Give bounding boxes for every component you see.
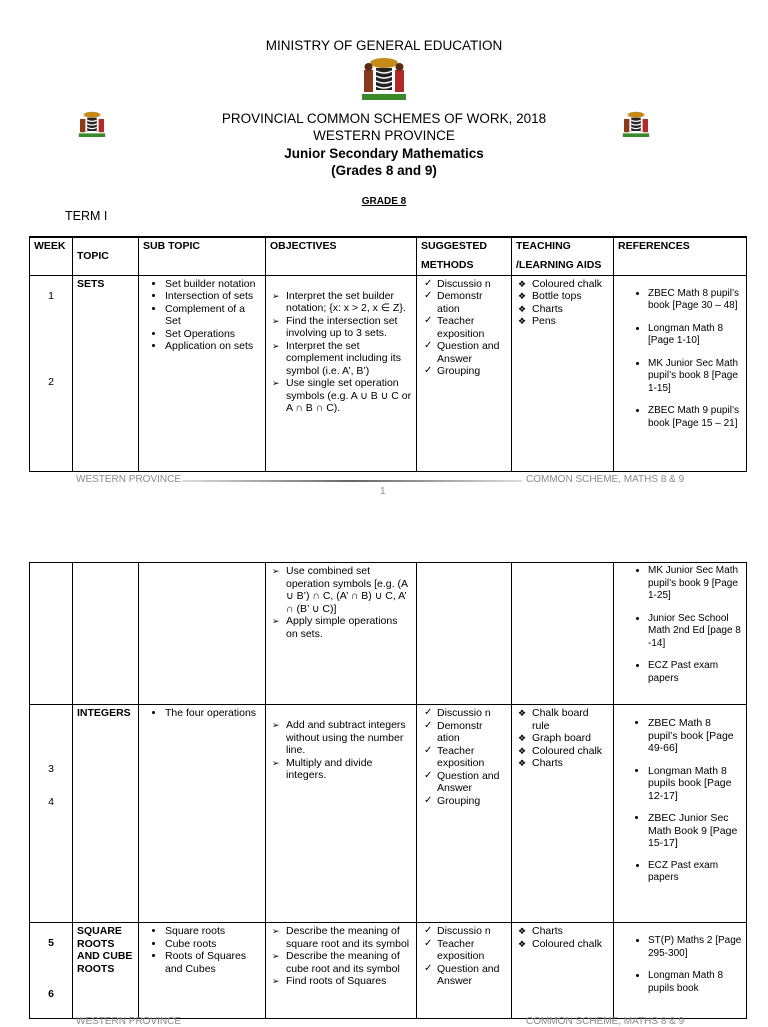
topic-cell [73, 563, 139, 705]
list-item: • ZBEC Math 9 pupil’s book [Page 15 – 21] [648, 405, 742, 430]
references-cell [614, 705, 747, 923]
objectives-cell [266, 563, 417, 705]
list-item: • ZBEC Math 8 pupil’s book [Page 49-66] [648, 717, 742, 755]
list-item: • Junior Sec School Math 2nd Ed [page 8 -14] [648, 613, 742, 651]
list-item: • Set Operations [165, 328, 261, 341]
topic-cell: INTEGERS [73, 705, 139, 923]
methods-cell [417, 563, 512, 705]
scheme-table-page1 [29, 236, 747, 472]
list-item: ✓ Demonstr ation [437, 290, 507, 315]
week-number: 3 [48, 763, 54, 775]
list-item: ✓ Grouping [437, 795, 507, 808]
list-item: • Cube roots [165, 938, 261, 951]
table-row-integers [30, 705, 747, 923]
list-item: • Roots of Squares and Cubes [165, 950, 261, 975]
list-item: • MK Junior Sec Math pupil’s book 8 [Page 1-15] [648, 358, 742, 396]
list-item: • Longman Math 8 [Page 1-10] [648, 323, 742, 348]
list-item: ✓ Grouping [437, 365, 507, 378]
week-cell [30, 563, 73, 705]
col-methods [417, 237, 512, 275]
list-item: ➢ Apply simple operations on sets. [286, 615, 412, 640]
list-item: ❖ Graph board [532, 732, 609, 745]
col-subtopic: SUB TOPIC [139, 237, 266, 275]
references-cell [614, 563, 747, 705]
list-item: ❖ Pens [532, 315, 609, 328]
list-item: ✓ Discussio n [437, 707, 507, 720]
table-row-roots [30, 923, 747, 1019]
objectives-cell [266, 705, 417, 923]
list-item: ✓ Discussio n [437, 925, 507, 938]
col-methods-line2: METHODS [421, 258, 474, 271]
table-header-row [30, 237, 747, 275]
list-item: • Square roots [165, 925, 261, 938]
list-item: • Set builder notation [165, 278, 261, 291]
list-item: ❖ Charts [532, 757, 609, 770]
list-item: ➢ Interpret the set complement including its symbol (i.e. A’, B’) [286, 340, 412, 378]
list-item: ➢ Describe the meaning of square root and its symbol [286, 925, 412, 950]
list-item: ❖ Coloured chalk [532, 278, 609, 291]
table-row-sets [30, 275, 747, 471]
topic-cell: SQUARE ROOTS AND CUBE ROOTS [73, 923, 139, 1019]
references-cell [614, 923, 747, 1019]
footer-left-page2: WESTERN PROVINCE [76, 1016, 182, 1027]
list-item: ❖ Bottle tops [532, 290, 609, 303]
list-item: ❖ Charts [532, 303, 609, 316]
province-title: WESTERN PROVINCE [313, 128, 455, 143]
methods-cell [417, 275, 512, 471]
list-item: ✓ Teacher exposition [437, 315, 507, 340]
list-item: ✓ Teacher exposition [437, 938, 507, 963]
list-item: • ZBEC Math 8 pupil’s book [Page 30 – 48] [648, 288, 742, 313]
list-item: ➢ Find the intersection set involving up to 3 sets. [286, 315, 412, 340]
aids-cell [512, 705, 614, 923]
col-topic-label: TOPIC [77, 250, 109, 262]
list-item: ❖ Coloured chalk [532, 938, 609, 951]
week-number: 6 [48, 987, 54, 1000]
list-item: ✓ Question and Answer [437, 770, 507, 795]
list-item: • Intersection of sets [165, 290, 261, 303]
col-objectives: OBJECTIVES [266, 237, 417, 275]
list-item: • ECZ Past exam papers [648, 860, 742, 885]
list-item: ❖ Chalk board rule [532, 707, 609, 732]
footer-right-page2: COMMON SCHEME, MATHS 8 & 9 [526, 1016, 685, 1027]
list-item: • ECZ Past exam papers [648, 660, 742, 685]
list-item: ❖ Charts [532, 925, 609, 938]
list-item: • ZBEC Junior Sec Math Book 9 [Page 15-17] [648, 812, 742, 850]
footer-left: WESTERN PROVINCE [76, 474, 182, 485]
scheme-table-page2 [29, 562, 747, 1019]
list-item: • Longman Math 8 pupils book [648, 970, 742, 995]
list-item: ➢ Use single set operation symbols (e.g. A ∪ B ∪ C or A ∩ B ∩ C). [286, 377, 412, 415]
week-cell [30, 705, 73, 923]
term-heading: TERM I [65, 209, 108, 223]
methods-cell [417, 923, 512, 1019]
list-item: ➢ Find roots of Squares [286, 975, 412, 988]
scheme-title: PROVINCIAL COMMON SCHEMES OF WORK, 2018 [221, 111, 547, 126]
list-item: • MK Junior Sec Math pupil’s book 9 [Page 1-25] [648, 565, 742, 603]
col-topic [73, 237, 139, 275]
list-item: ✓ Question and Answer [437, 340, 507, 365]
list-item: ✓ Teacher exposition [437, 745, 507, 770]
list-item: ✓ Discussio n [437, 278, 507, 291]
col-aids-line2: /LEARNING AIDS [516, 258, 602, 271]
week-number: 4 [48, 795, 54, 808]
grade-heading: GRADE 8 [361, 196, 407, 207]
subtopic-cell [139, 705, 266, 923]
list-item: • The four operations [165, 707, 261, 720]
list-item: ✓ Question and Answer [437, 963, 507, 988]
aids-cell [512, 275, 614, 471]
subtopic-cell [139, 563, 266, 705]
grades-title: (Grades 8 and 9) [331, 163, 437, 178]
coat-of-arms-emblem [354, 56, 414, 104]
col-references: REFERENCES [614, 237, 747, 275]
subtopic-cell [139, 275, 266, 471]
aids-cell [512, 563, 614, 705]
week-number: 5 [48, 937, 54, 949]
list-item: ✓ Demonstr ation [437, 720, 507, 745]
col-aids-line1: TEACHING [516, 240, 571, 252]
ministry-heading: MINISTRY OF GENERAL EDUCATION [265, 38, 503, 53]
week-number: 2 [48, 376, 54, 388]
objectives-cell [266, 275, 417, 471]
week-cell [30, 923, 73, 1019]
col-week: WEEK [30, 237, 73, 275]
page-number: 1 [380, 486, 386, 497]
footer-divider [182, 480, 522, 482]
list-item: ❖ Coloured chalk [532, 745, 609, 758]
subject-title: Junior Secondary Mathematics [284, 146, 484, 161]
list-item: • ST(P) Maths 2 [Page 295-300] [648, 935, 742, 960]
footer-right: COMMON SCHEME, MATHS 8 & 9 [526, 474, 685, 485]
week-number: 1 [48, 289, 54, 302]
list-item: • Complement of a Set [165, 303, 261, 328]
table-row-sets-continued [30, 563, 747, 705]
week-cell [30, 275, 73, 471]
list-item: ➢ Multiply and divide integers. [286, 757, 412, 782]
col-aids [512, 237, 614, 275]
aids-cell [512, 923, 614, 1019]
topic-cell: SETS [73, 275, 139, 471]
references-cell [614, 275, 747, 471]
list-item: ➢ Add and subtract integers without using the number line. [286, 719, 412, 757]
methods-cell [417, 705, 512, 923]
list-item: • Longman Math 8 pupils book [Page 12-17] [648, 765, 742, 803]
col-methods-line1: SUGGESTED [421, 240, 487, 252]
objectives-cell [266, 923, 417, 1019]
list-item: ➢ Describe the meaning of cube root and its symbol [286, 950, 412, 975]
list-item: ➢ Interpret the set builder notation; {x: x > 2, x ∈ Z}. [286, 290, 412, 315]
subtopic-cell [139, 923, 266, 1019]
list-item: ➢ Use combined set operation symbols [e.g. (A ∪ B’) ∩ C, (A’ ∩ B) ∪ C, A’ ∩ (B’ ∪ C)] [286, 565, 412, 615]
list-item: • Application on sets [165, 340, 261, 353]
